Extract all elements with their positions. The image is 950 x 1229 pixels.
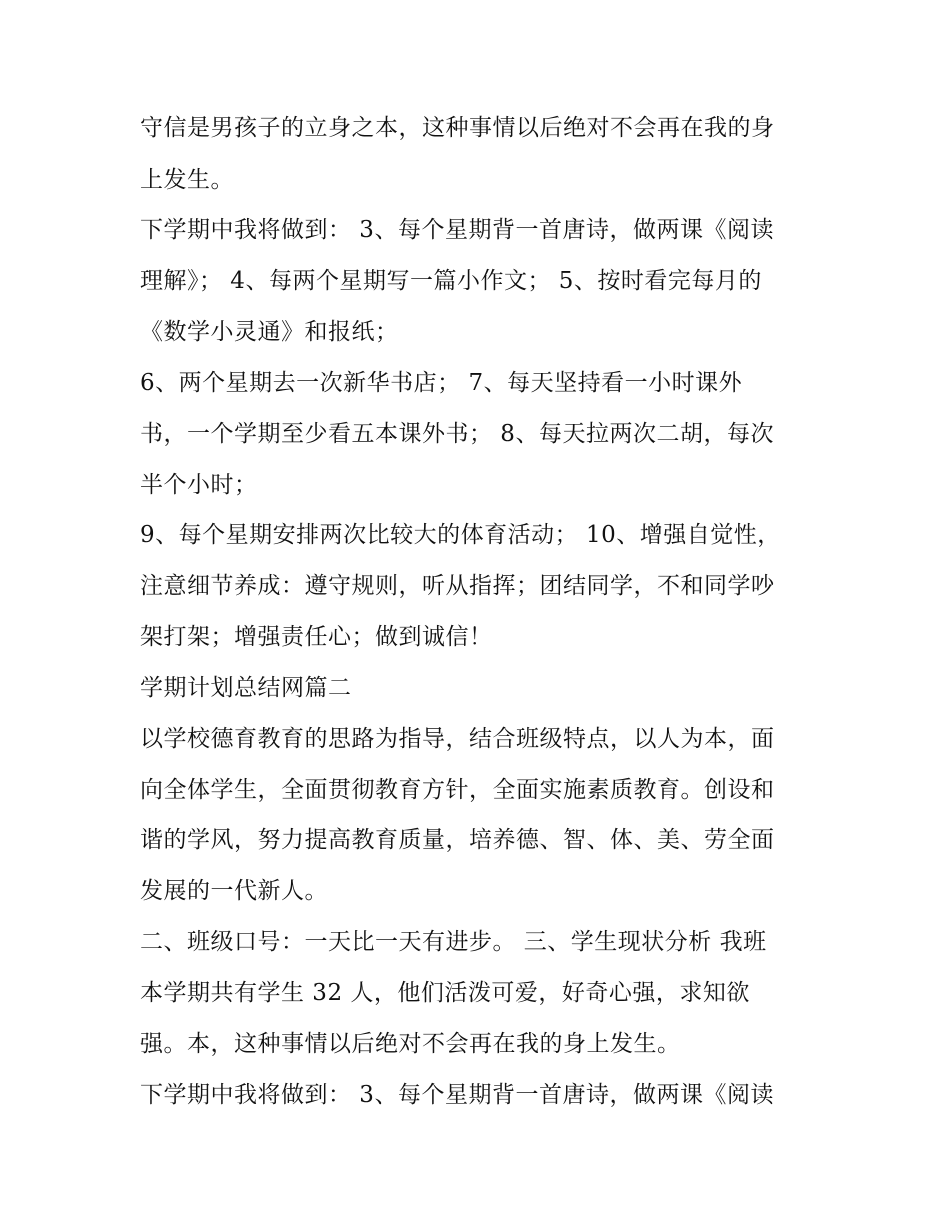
text-line: 书，一个学期至少看五本课外书； 8、每天拉两次二胡，每次 xyxy=(140,421,774,447)
text-line: 谐的学风，努力提高教育质量，培养德、智、体、美、劳全面 xyxy=(140,827,775,853)
text-line: 上发生。 xyxy=(140,167,234,193)
text-line: 6、两个星期去一次新华书店； 7、每天坚持看一小时课外 xyxy=(140,370,743,396)
text-line: 架打架；增强责任心；做到诚信！ xyxy=(140,624,493,650)
section-heading: 学期计划总结网篇二 xyxy=(140,675,352,701)
text-line: 《数学小灵通》和报纸； xyxy=(140,319,399,345)
text-line: 半个小时； xyxy=(140,472,258,498)
text-line: 下学期中我将做到： 3、每个星期背一首唐诗，做两课《阅读 xyxy=(140,1082,774,1108)
text-line: 守信是男孩子的立身之本，这种事情以后绝对不会再在我的身 xyxy=(140,115,775,141)
text-line: 发展的一代新人。 xyxy=(140,878,328,904)
text-line: 向全体学生，全面贯彻教育方针，全面实施素质教育。创设和 xyxy=(140,777,775,803)
text-line: 以学校德育教育的思路为指导，结合班级特点，以人为本，面 xyxy=(140,726,775,752)
text-line: 二、班级口号：一天比一天有进步。 三、学生现状分析 我班 xyxy=(140,929,767,955)
text-line: 理解》； 4、每两个星期写一篇小作文； 5、按时看完每月的 xyxy=(140,268,762,294)
text-line: 下学期中我将做到： 3、每个星期背一首唐诗，做两课《阅读 xyxy=(140,217,774,243)
text-line: 9、每个星期安排两次比较大的体育活动； 10、增强自觉性， xyxy=(140,522,781,548)
text-line: 强。本，这种事情以后绝对不会再在我的身上发生。 xyxy=(140,1031,681,1057)
text-line: 本学期共有学生 32 人，他们活泼可爱，好奇心强，求知欲 xyxy=(140,980,750,1006)
text-line: 注意细节养成：遵守规则，听从指挥；团结同学，不和同学吵 xyxy=(140,573,775,599)
